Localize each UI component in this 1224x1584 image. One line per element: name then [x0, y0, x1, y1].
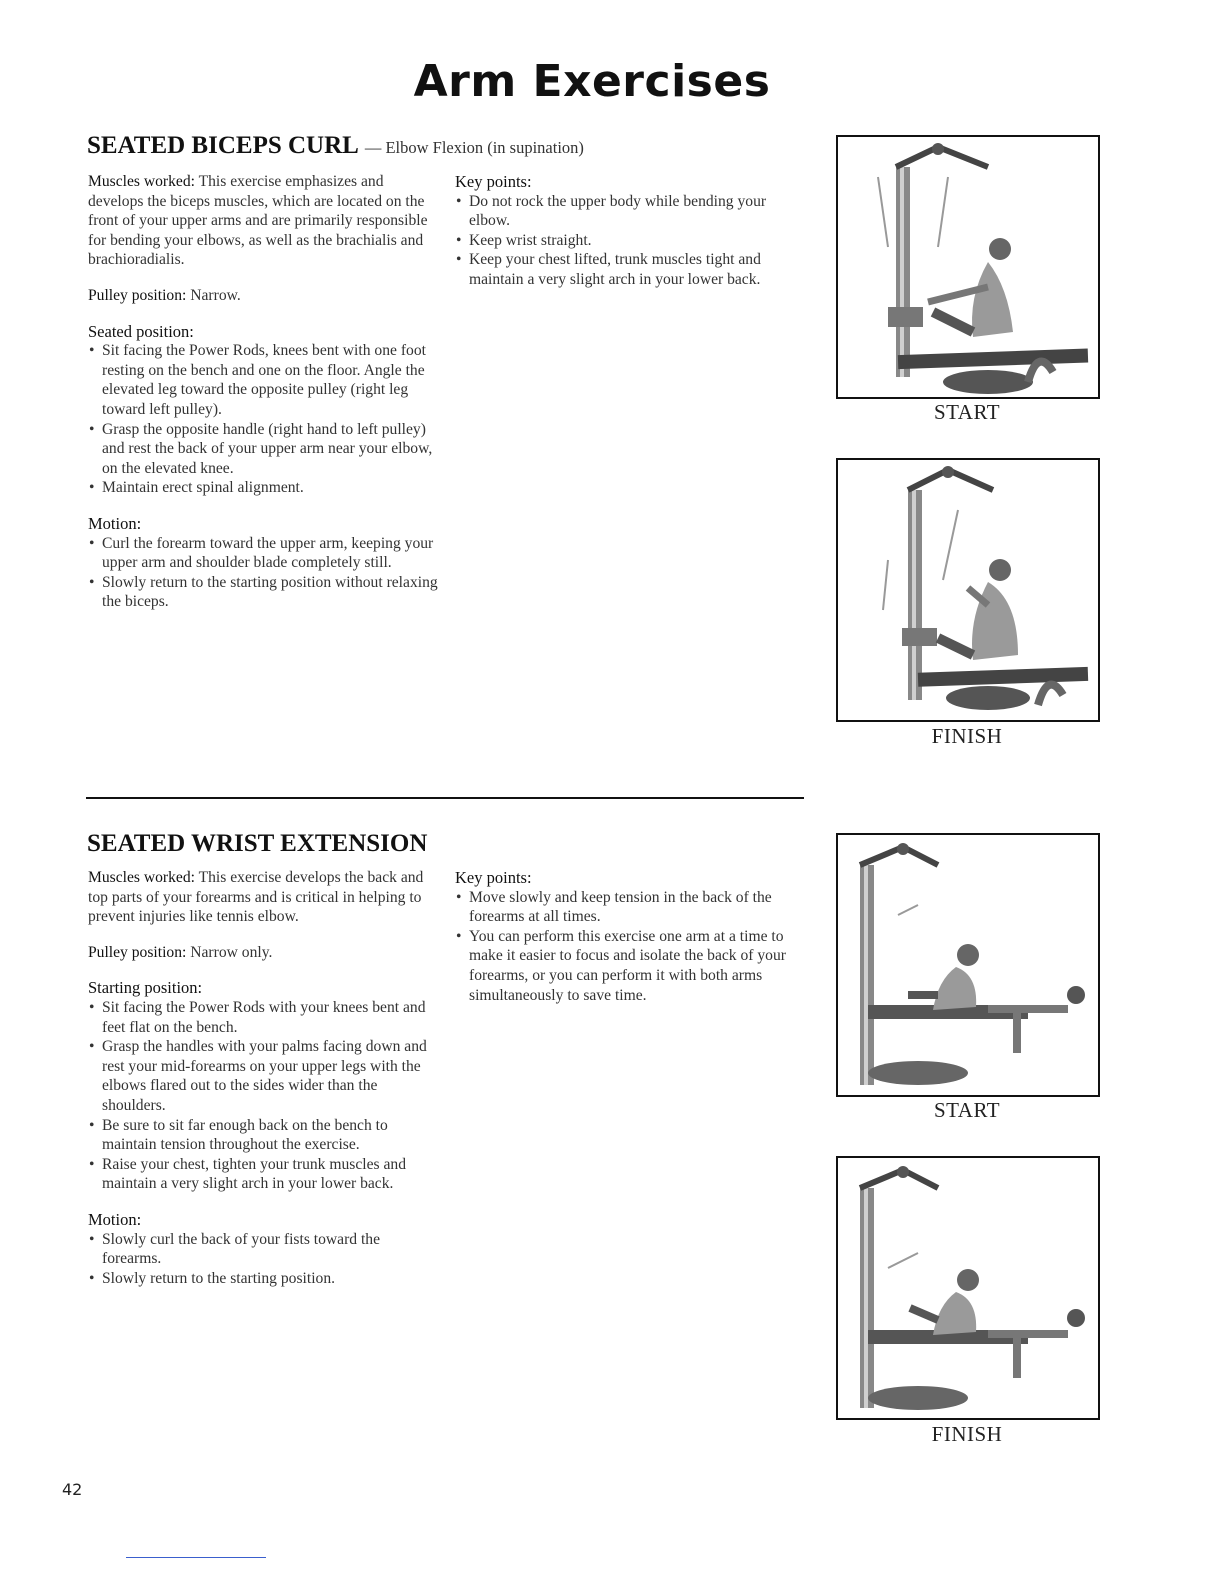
wrist-left-column [88, 868, 438, 1304]
motion-heading: Motion: [88, 513, 142, 533]
list-item: • Grasp the handles with your palms facing down and rest your mid-forearms on your upper legs with the elbows flared out to the sides wider than the shoulders. [88, 1037, 438, 1115]
list-item: • Move slowly and keep tension in the back of the forearms at all times. [455, 888, 805, 927]
list-item: • Grasp the opposite handle (right hand to left pulley) and rest the back of your upper arm near your elbow, on the elevated knee. [88, 420, 438, 479]
seated-position-heading: Seated position: [88, 321, 194, 341]
list-item: • Slowly return to the starting position. [88, 1269, 438, 1289]
list-item: • Slowly return to the starting position without relaxing the biceps. [88, 573, 438, 612]
start-caption: START [933, 1098, 1001, 1122]
section-title-biceps-curl [87, 132, 584, 160]
motion-list [88, 1230, 438, 1289]
muscles-label: Muscles worked: [88, 173, 195, 190]
muscles-worked [88, 868, 438, 927]
biceps-right-column [455, 172, 805, 306]
starting-position-list [88, 998, 438, 1194]
wrist-finish-photo [836, 1156, 1100, 1420]
section-title-text: SEATED BICEPS CURL [87, 132, 359, 159]
section-subtitle: — Elbow Flexion (in supination) [364, 138, 584, 157]
biceps-finish-photo [836, 458, 1100, 722]
list-item: • Be sure to sit far enough back on the bench to maintain tension throughout the exercise. [88, 1116, 438, 1155]
list-item: • Slowly curl the back of your fists toward the forearms. [88, 1230, 438, 1269]
pulley-label: Pulley position: [88, 943, 187, 961]
key-points-list [455, 192, 805, 290]
pulley-position [88, 286, 438, 306]
finish-caption: FINISH [931, 724, 1003, 748]
pulley-text: Narrow. [190, 286, 241, 304]
list-item: • Curl the forearm toward the upper arm, keeping your upper arm and shoulder blade completely still. [88, 534, 438, 573]
home-gym-illustration [838, 835, 1098, 1095]
pulley-position [88, 943, 438, 963]
biceps-start-photo [836, 135, 1100, 399]
page-number: 42 [62, 1480, 83, 1499]
list-item: • Do not rock the upper body while bending your elbow. [455, 192, 805, 231]
muscles-text: This exercise emphasizes and develops the biceps muscles, which are located on the front of your upper arms and are primarily responsible for bending your elbows, as well as the brachialis and brachioradialis. [88, 173, 428, 269]
page-title: Arm Exercises [413, 56, 771, 107]
muscles-text: This exercise develops the back and top parts of your forearms and is critical in helping to prevent injuries like tennis elbow. [88, 869, 424, 926]
finish-caption: FINISH [931, 1422, 1003, 1446]
motion-list [88, 534, 438, 612]
pulley-text: Narrow only. [190, 943, 273, 961]
wrist-right-column [455, 868, 805, 1021]
section-title-wrist-extension [87, 830, 427, 858]
seated-position-list [88, 341, 438, 498]
list-item: • You can perform this exercise one arm at a time to make it easier to focus and isolate the back of your forearms, or you can perform it with both arms simultaneously to save time. [455, 927, 805, 1005]
list-item: • Sit facing the Power Rods, knees bent with one foot resting on the bench and one on the floor. Angle the elevated leg toward the opposite pulley (right leg toward left pulley). [88, 341, 438, 419]
start-caption: START [933, 400, 1001, 424]
list-item: • Keep your chest lifted, trunk muscles tight and maintain a very slight arch in your lower back. [455, 250, 805, 289]
muscles-worked [88, 172, 438, 270]
list-item: • Raise your chest, tighten your trunk muscles and maintain a very slight arch in your lower back. [88, 1155, 438, 1194]
key-points-heading: Key points: [455, 172, 532, 191]
list-item: • Keep wrist straight. [455, 231, 805, 251]
list-item: • Sit facing the Power Rods with your knees bent and feet flat on the bench. [88, 998, 438, 1037]
list-item: • Maintain erect spinal alignment. [88, 478, 438, 498]
key-points-heading: Key points: [455, 868, 532, 887]
motion-heading: Motion: [88, 1209, 142, 1229]
key-points-list [455, 888, 805, 1006]
home-gym-illustration [838, 137, 1098, 397]
section-title-text: SEATED WRIST EXTENSION [87, 830, 428, 857]
section-divider [86, 797, 804, 799]
starting-position-heading: Starting position: [88, 978, 203, 998]
pulley-label: Pulley position: [88, 286, 187, 304]
muscles-label: Muscles worked: [88, 869, 195, 886]
footer-rule [126, 1557, 266, 1558]
wrist-start-photo [836, 833, 1100, 1097]
home-gym-illustration [838, 460, 1098, 720]
home-gym-illustration [838, 1158, 1098, 1418]
biceps-left-column [88, 172, 438, 628]
